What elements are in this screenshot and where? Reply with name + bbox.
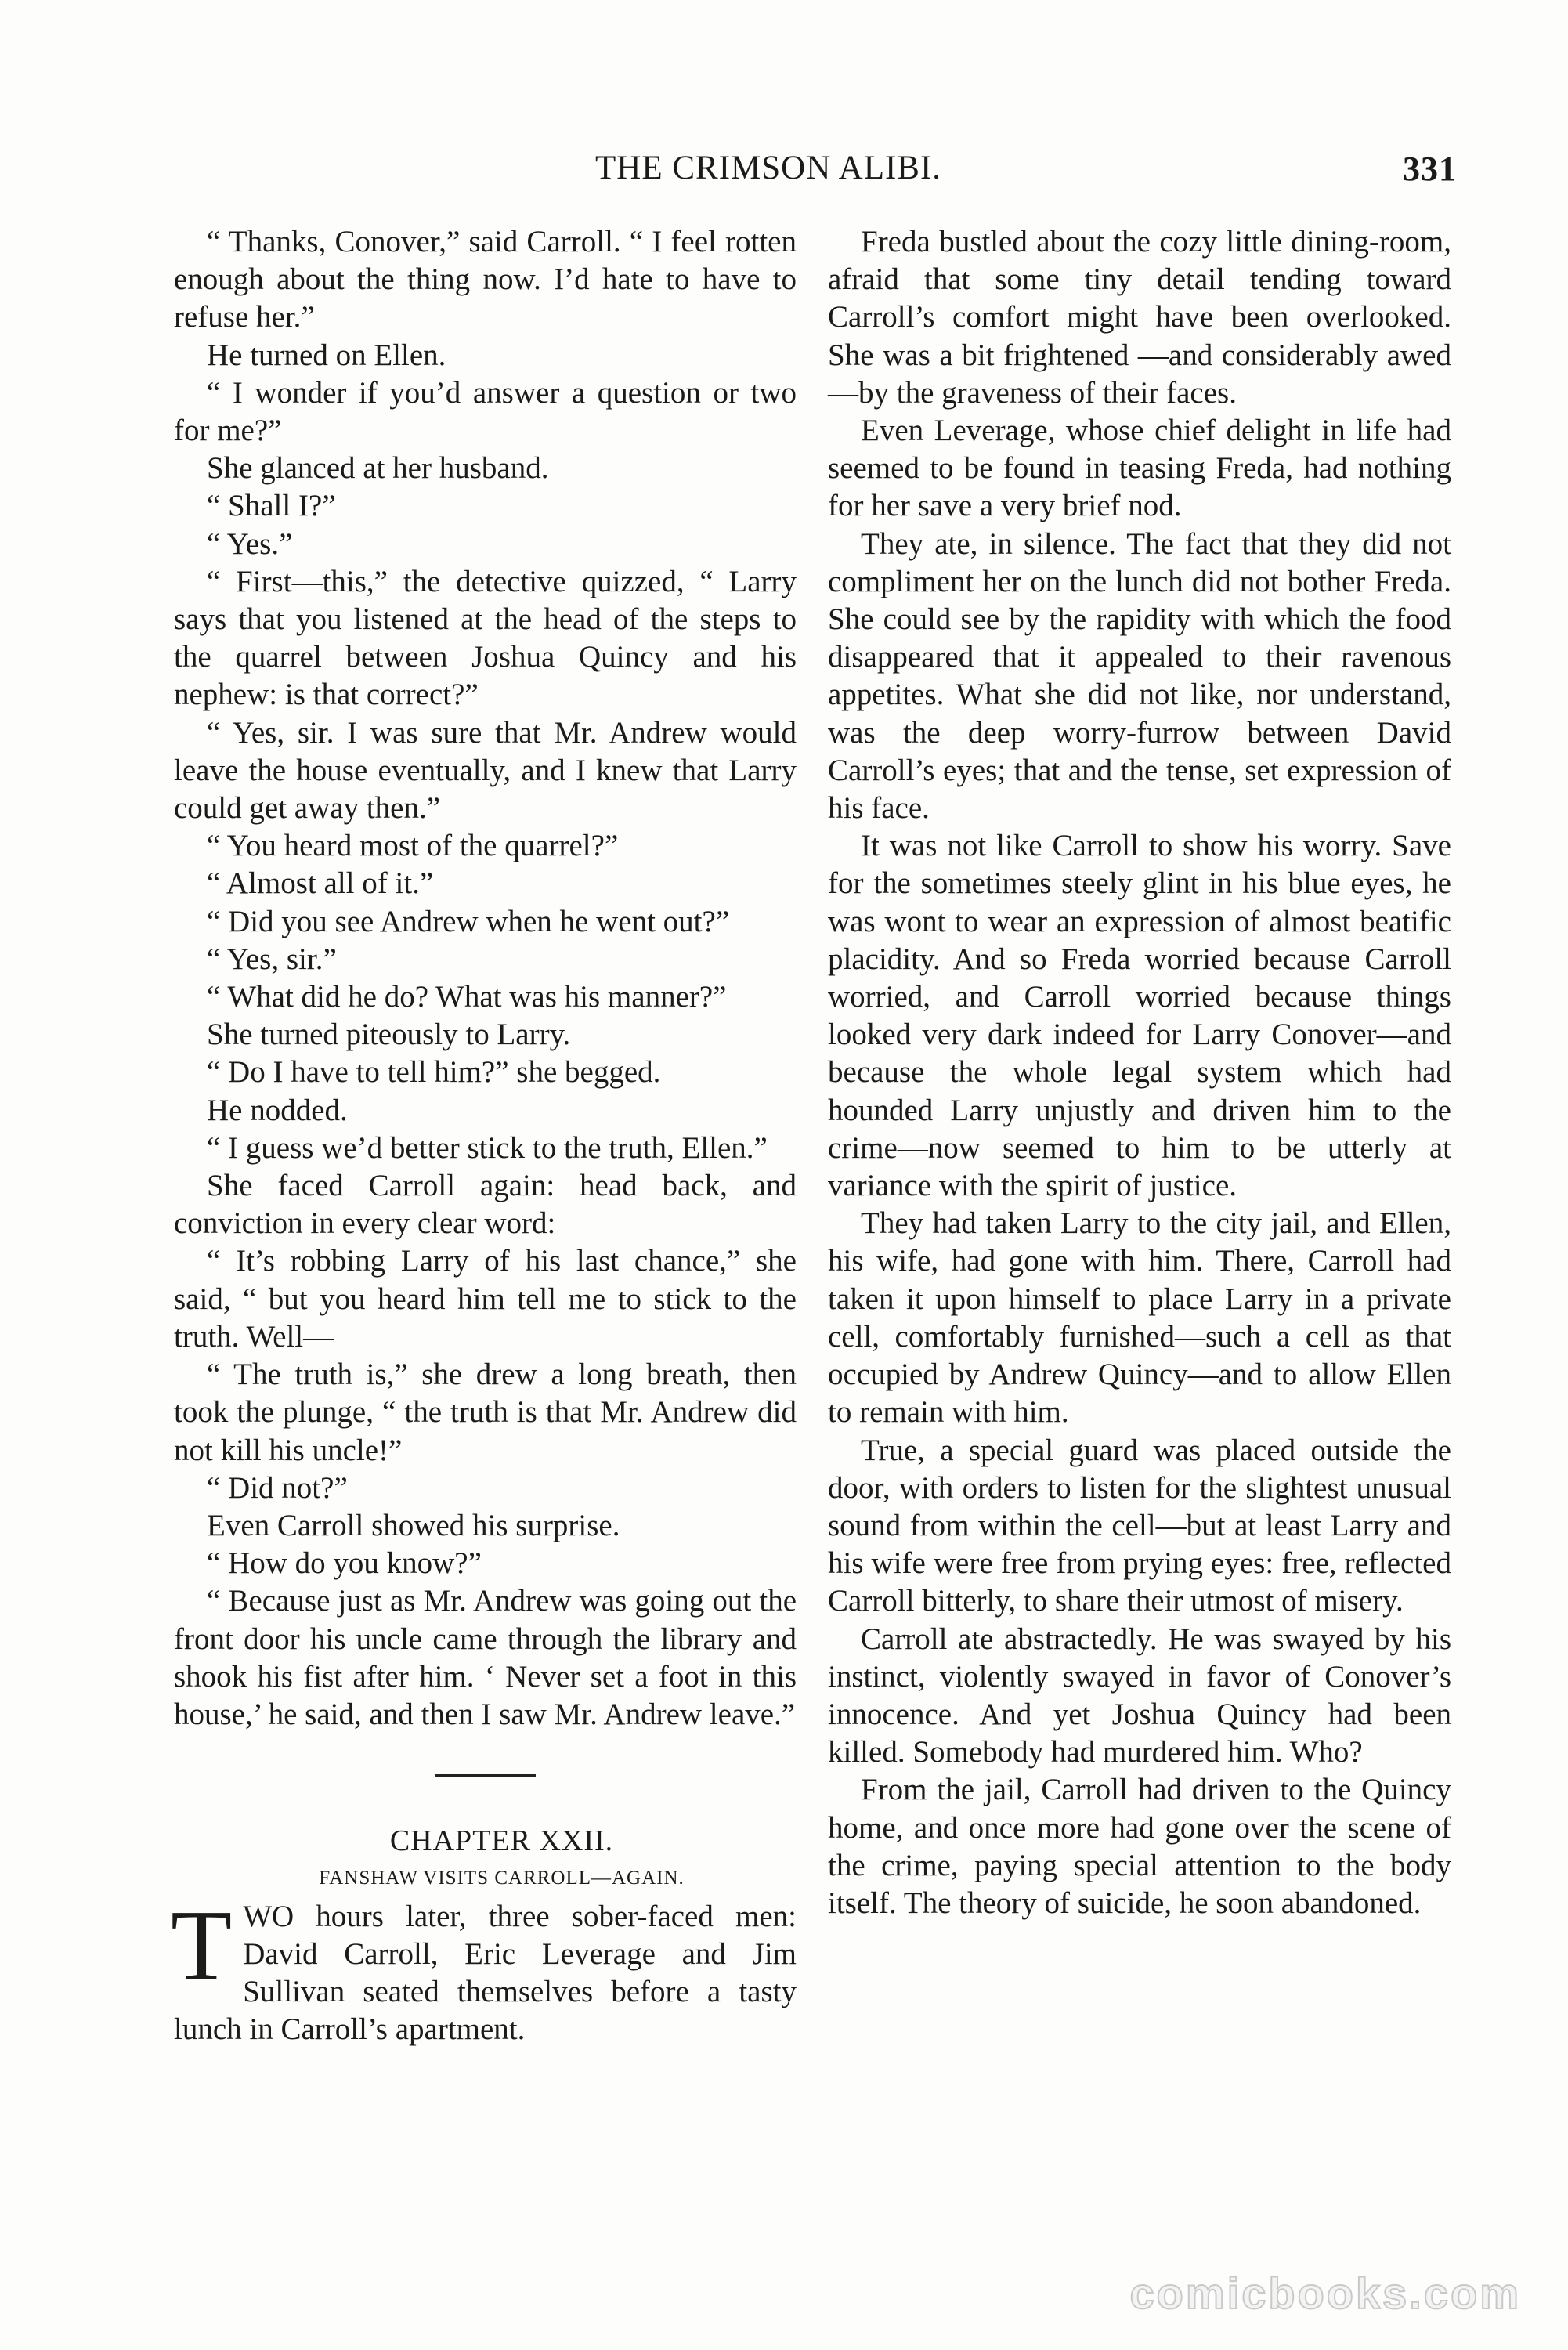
chapter-title: CHAPTER XXII. bbox=[389, 1824, 614, 1858]
right-column-paragraphs bbox=[828, 223, 1451, 1922]
left-column-dialogue bbox=[174, 223, 797, 1734]
paragraph: “ Shall I?” bbox=[207, 489, 336, 523]
page-number: 331 bbox=[1403, 150, 1457, 188]
paragraph: “ The truth is,” she drew a long breath, then took the plunge, “ the truth is that Mr. Andrew did not kill his uncle!” bbox=[174, 1358, 797, 1467]
paragraph: “ I guess we’d better stick to the truth, Ellen.” bbox=[207, 1130, 768, 1165]
paragraph: “ Yes.” bbox=[207, 526, 293, 561]
paragraph: “ Yes, sir.” bbox=[207, 942, 337, 976]
paragraph: She glanced at her husband. bbox=[207, 451, 549, 486]
paragraph: “ Did not?” bbox=[207, 1470, 348, 1505]
paragraph: “ You heard most of the quarrel?” bbox=[207, 829, 619, 863]
paragraph: She turned piteously to Larry. bbox=[207, 1018, 571, 1052]
paragraph: “ I wonder if you’d answer a question or two for me?” bbox=[174, 375, 797, 448]
paragraph: Even Carroll showed his surprise. bbox=[207, 1508, 620, 1542]
paragraph: Even Leverage, whose chief delight in life had seemed to be found in teasing Freda, had nothing for her save a very brief nod. bbox=[828, 414, 1451, 523]
paragraph: “ Almost all of it.” bbox=[207, 866, 434, 901]
paragraph: “ Yes, sir. I was sure that Mr. Andrew would leave the house eventually, and I knew that Larry could get away then.” bbox=[174, 715, 797, 826]
paragraph: He turned on Ellen. bbox=[207, 338, 446, 372]
paragraph: Carroll ate abstractedly. He was swayed by his instinct, violently swayed in favor of Conover’s innocence. And yet Joshua Quincy had been killed. Somebody had murdered him. Who? bbox=[828, 1622, 1451, 1770]
paragraph: He nodded. bbox=[207, 1093, 348, 1127]
paragraph: “ How do you know?” bbox=[207, 1546, 482, 1581]
chapter-subtitle: FANSHAW VISITS CARROLL—AGAIN. bbox=[319, 1867, 685, 1889]
paragraph: They ate, in silence. The fact that they did not compliment her on the lunch did not bother Freda. She could see by the rapidity with which the food disappeared that it appealed to their ravenous appetites. What she did not like, nor understand, was the deep worry-furrow between David Carroll’s eyes; that and the tense, set expression of his face. bbox=[828, 526, 1451, 826]
paragraph: “ Because just as Mr. Andrew was going out the front door his uncle came through the library and shook his fist after him. ‘ Never set a foot in this house,’ he said, and then I saw Mr. Andrew leave.” bbox=[174, 1584, 797, 1731]
paragraph: She faced Carroll again: head back, and conviction in every clear word: bbox=[174, 1169, 797, 1241]
paragraph: Freda bustled about the cozy little dining-room, afraid that some tiny detail tending toward Carroll’s comfort might have been overlooked. She was a bit frightened —and considerably awed—by the graveness of their faces. bbox=[828, 225, 1451, 410]
paragraph: “ Did you see Andrew when he went out?” bbox=[207, 904, 730, 938]
paragraph: From the jail, Carroll had driven to the Quincy home, and once more had gone over the scene of the crime, paying special attention to the body itself. The theory of suicide, he soon abandoned. bbox=[828, 1773, 1451, 1920]
paragraph: “ Do I have to tell him?” she begged. bbox=[207, 1055, 661, 1090]
paragraph: True, a special guard was placed outside the door, with orders to listen for the slightest unusual sound from within the cell—but at least Larry and his wife were free from prying eyes: free, reflected Carroll bitterly, to share their utmost of misery. bbox=[828, 1433, 1451, 1618]
paragraph: “ It’s robbing Larry of his last chance,” she said, “ but you heard him tell me to stick to the truth. Well— bbox=[174, 1244, 797, 1354]
left-column bbox=[171, 223, 797, 2048]
running-title: THE CRIMSON ALIBI. bbox=[595, 150, 942, 186]
section-divider bbox=[435, 1774, 536, 1777]
chapter-opening-paragraph bbox=[171, 1889, 797, 2049]
right-column bbox=[828, 223, 1451, 1922]
paragraph: “ Thanks, Conover,” said Carroll. “ I feel rotten enough about the thing now. I’d hate to have to refuse her.” bbox=[174, 225, 797, 334]
paragraph: They had taken Larry to the city jail, and Ellen, his wife, had gone with him. There, Carroll had taken it upon himself to place Larry in a private cell, comfortably furnished—such a cell as that occupied by Andrew Quincy—and to allow Ellen to remain with him. bbox=[828, 1206, 1451, 1430]
watermark-logo: comicbooks.com bbox=[1129, 2269, 1521, 2318]
opening-paragraph-text: WO hours later, three sober-faced men: David Carroll, Eric Leverage and Jim Sullivan seated themselves before a tasty lunch in Carroll’s apartment. bbox=[174, 1899, 797, 2047]
paragraph: It was not like Carroll to show his worry. Save for the sometimes steely glint in his blue eyes, he was wont to wear an expression of almost beatific placidity. And so Freda worried because Carroll worried, and Carroll worried because things looked very dark indeed for Larry Conover—and because the whole legal system which had hounded Larry unjustly and driven him to the crime—now seemed to him to be utterly at variance with the spirit of justice. bbox=[828, 829, 1451, 1203]
paragraph: “ What did he do? What was his manner?” bbox=[207, 980, 727, 1014]
drop-cap: T bbox=[171, 1889, 233, 2001]
paragraph: “ First—this,” the detective quizzed, “ Larry says that you listened at the head of the steps to the quarrel between Joshua Quincy and his nephew: is that correct?” bbox=[174, 564, 797, 712]
